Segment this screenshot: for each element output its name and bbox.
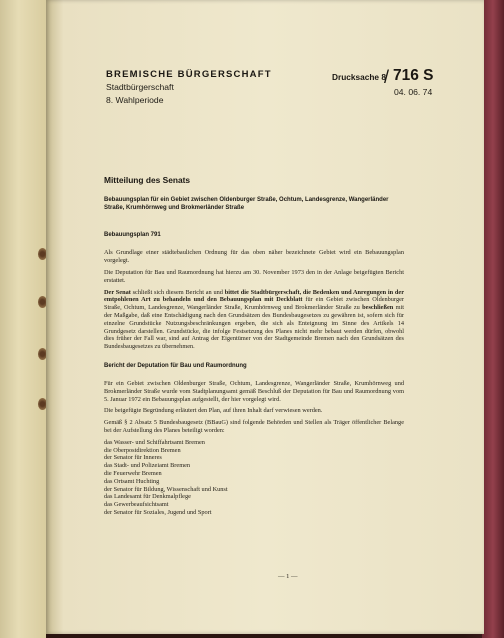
text-run: mit der Maßgabe, daß eine Entschädigung nach den Grundsätzen des Bundesbaugesetzes zu gewähren ist, sofern sich für einzelne Grundstücke Nutzungsbeschränkungen ergeben, die sich als Enteignung im Sinne des Artikels 14 Grundgesetz darstellen. Grundstücke, die infolge Festsetzung des Planes nicht mehr bebaut werden dürfen, obwohl dies früher der Fall war, sind auf Antrag der Eigentümer von der Stadtgemeinde Bremen nach den Grundsätzen des Bundesbaugesetzes zu übernehmen. [104,304,404,351]
organization-name: BREMISCHE BÜRGERSCHAFT [106,69,272,80]
list-item: das Ortsamt Huchting [104,477,160,485]
authorities-list [104,439,404,517]
list-item: das Stadt- und Polizeiamt Bremen [104,462,191,470]
list-item: der Senator für Bildung, Wissenschaft und Kunst [104,485,228,493]
doc-number: 716 S [393,67,434,84]
letterhead [106,69,272,106]
list-item: der Senator für Soziales, Jugend und Sport [104,508,212,516]
document-page [46,0,484,634]
section-heading: Bericht der Deputation für Bau und Raumordnung [104,362,247,369]
text-run: schließt sich diesem Bericht an und [130,288,225,296]
list-item: das Landesamt für Denkmalpflege [104,493,191,501]
bold-text: beschließen [362,304,394,312]
folder-left-board [0,0,46,638]
bold-text: Der Senat [104,288,131,296]
subject-line: Bebauungsplan für ein Gebiet zwischen Oldenburger Straße, Ochtum, Landesgrenze, Wangerländer Straße, Krumhörnweg und Brokmerländer Straße [104,197,389,212]
doc-slash: / [384,67,390,87]
paragraph: Die beigefügte Begründung erläutert den Plan, auf ihren Inhalt darf verwiesen werden. [104,407,323,415]
list-item: die Oberpostdirektion Bremen [104,446,181,454]
list-item: das Wasser- und Schiffahrtsamt Bremen [104,438,205,446]
document-reference [332,65,482,97]
legislative-period: 8. Wahlperiode [106,95,164,105]
paragraph: Als Grundlage einer städtebaulichen Ordnung für das oben näher bezeichnete Gebiet wird ein Bebauungsplan vorgelegt. [104,249,404,265]
folder-binding [482,0,504,638]
paragraph-resolution [104,289,404,351]
page-number: — 1 — [278,573,298,580]
paragraph: Gemäß § 2 Absatz 5 Bundesbaugesetz (BBauG) sind folgende Behörden und Stellen als Träger öffentlicher Belange bei der Aufstellung des Planes beteiligt worden: [104,419,404,434]
doc-label: Drucksache 8 [332,72,386,82]
page-title: Mitteilung des Senats [104,175,191,185]
paragraph: Die Deputation für Bau und Raumordnung hat hierzu am 30. November 1973 den in der Anlage beigefügten Bericht erstattet. [104,269,404,284]
chamber-name: Stadtbürgerschaft [106,82,174,92]
text-run: für ein Gebiet zwischen Oldenburger Straße, Ochtum, Landesgrenze, Wangerländer Straße, Krumhörnweg und Brokmerländer Straße zu [104,296,404,312]
doc-date: 04. 06. 74 [394,87,433,97]
list-item: der Senator für Inneres [104,454,162,462]
list-item: die Feuerwehr Bremen [104,469,162,477]
paragraph: Für ein Gebiet zwischen Oldenburger Straße, Ochtum, Landesgrenze, Wangerländer Straße, Krumhörnweg und Brokmerländer Straße wurde vom Stadtplanungsamt gemäß Beschluß der Deputation für Bau und Raumordnung vom 5. Januar 1972 ein Bebauungsplan aufgestellt, der hier vorgelegt wird. [104,379,404,403]
plan-number: Bebauungsplan 791 [104,232,161,239]
body-text [104,175,404,517]
list-item: das Gewerbeaufsichtsamt [104,501,169,509]
bold-text: bittet die Stadtbürgerschaft, die Bedenken und Anregungen in der emtpohlenen Art zu behandeln und den Bebauungsplan mit Deckblatt [104,288,404,304]
